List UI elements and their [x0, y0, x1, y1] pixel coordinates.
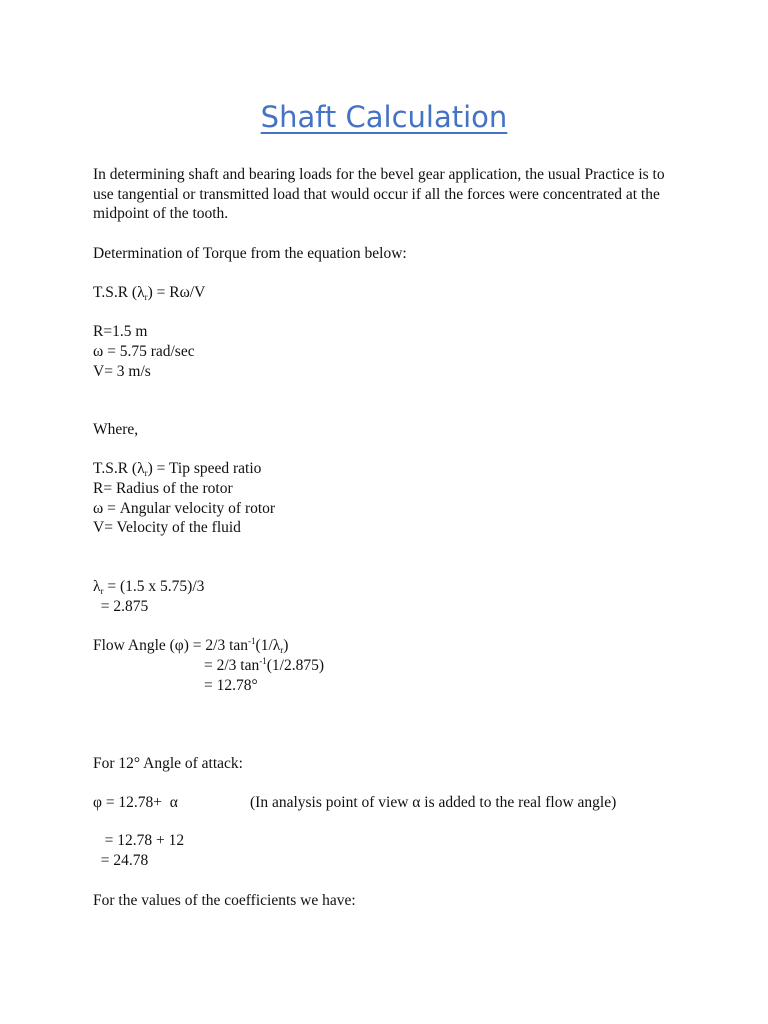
where-label: Where,: [93, 421, 139, 438]
flow-sup: -1: [248, 636, 256, 646]
flow-angle-line3: = 12.78°: [204, 677, 258, 694]
given-velocity: V= 3 m/s: [93, 363, 151, 380]
flow-b: (1/λ: [255, 637, 281, 654]
flow2-sup: -1: [259, 656, 267, 666]
definition-radius: R= Radius of the rotor: [93, 480, 233, 497]
flow-sub: r: [280, 645, 284, 655]
definition-tsr: [93, 459, 261, 479]
torque-heading: Determination of Torque from the equation below:: [93, 245, 407, 262]
def-tsr-suffix: ) = Tip speed ratio: [147, 460, 262, 477]
flow2-b: (1/2.875): [266, 657, 324, 674]
tsr-eq-prefix: T.S.R (λ: [93, 284, 145, 301]
lambda-sub: r: [100, 586, 104, 596]
phi-calc-line1: φ = 12.78+ α: [93, 794, 178, 811]
flow-angle-line1: [93, 636, 288, 656]
lambda-suffix: = (1.5 x 5.75)/3: [103, 578, 205, 595]
phi-calc-line2: = 12.78 + 12: [93, 832, 185, 849]
flow-a: Flow Angle (φ) = 2/3 tan: [93, 637, 249, 654]
given-radius: R=1.5 m: [93, 323, 148, 340]
tsr-equation: [93, 283, 205, 303]
lambda-calc-line1: [93, 577, 204, 597]
coefficients-heading: For the values of the coefficients we have:: [93, 892, 356, 909]
tsr-eq-suffix: ) = Rω/V: [147, 284, 206, 301]
flow-angle-line2: [204, 656, 324, 676]
flow2-a: = 2/3 tan: [204, 657, 260, 674]
phi-calc-line3: = 24.78: [93, 852, 149, 869]
given-omega: ω = 5.75 rad/sec: [93, 343, 195, 360]
attack-heading: For 12° Angle of attack:: [93, 755, 243, 772]
page-title: Shaft Calculation: [260, 100, 508, 134]
definition-omega: ω = Angular velocity of rotor: [93, 500, 276, 517]
def-tsr-sub: r: [144, 468, 148, 478]
definition-velocity: V= Velocity of the fluid: [93, 519, 241, 536]
def-tsr-prefix: T.S.R (λ: [93, 460, 145, 477]
flow-c: ): [283, 637, 289, 654]
intro-paragraph: In determining shaft and bearing loads for the bevel gear application, the usual Practice is to use tangential or transmitted load that would occur if all the forces were concentrated at the midpoint of the tooth.: [93, 166, 665, 223]
phi-calc-note: (In analysis point of view α is added to the real flow angle): [250, 794, 617, 811]
lambda-prefix: λ: [93, 578, 101, 595]
tsr-eq-sub: r: [144, 292, 148, 302]
lambda-calc-line2: = 2.875: [93, 598, 149, 615]
